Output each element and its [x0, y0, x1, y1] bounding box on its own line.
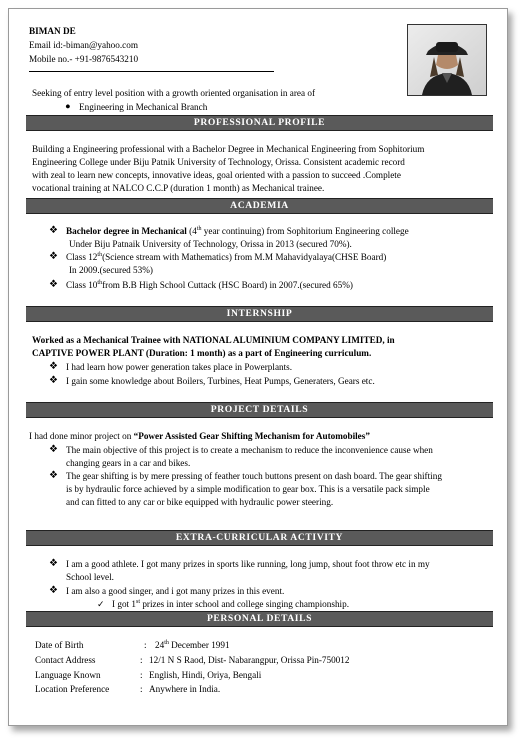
- personal-label: Contact Address: [35, 655, 96, 665]
- extra-subitem: [112, 598, 349, 610]
- project-title: “Power Assisted Gear Shifting Mechanism for Automobiles”: [133, 431, 370, 441]
- colon: :: [144, 640, 147, 650]
- objective-bullet: Engineering in Mechanical Branch: [79, 102, 208, 112]
- profile-line: with zeal to learn new concepts, innovative ideas, goal oriented with a passion to succeed .Complete: [32, 170, 401, 180]
- diamond-bullet-icon: ❖: [49, 375, 58, 386]
- checkmark-icon: ✓: [97, 599, 105, 609]
- diamond-bullet-icon: ❖: [49, 470, 58, 481]
- project-line: is by hydraulic force achieved by a simple modification to gear box. This is a versatile pack simple: [66, 484, 430, 494]
- section-header-internship: INTERNSHIP: [26, 306, 493, 322]
- email-line: Email id:-biman@yahoo.com: [29, 40, 138, 50]
- diamond-bullet-icon: ❖: [49, 225, 58, 236]
- personal-value: Anywhere in India.: [149, 684, 221, 694]
- personal-label: Date of Birth: [35, 640, 84, 650]
- extra-line: I am also a good singer, and i got many prizes in this event.: [66, 586, 285, 596]
- objective-text: Seeking of entry level position with a growth oriented organisation in area of: [32, 88, 316, 98]
- value-text: 24: [155, 640, 165, 650]
- diamond-bullet-icon: ❖: [49, 361, 58, 372]
- profile-line: Building a Engineering professional with a Bachelor Degree in Mechanical Engineering from Sophitorium: [32, 144, 425, 154]
- section-header-personal: PERSONAL DETAILS: [26, 611, 493, 627]
- internship-item: I gain some knowledge about Boilers, Turbines, Heat Pumps, Generaters, Gears etc.: [66, 376, 375, 386]
- superscript: th: [97, 251, 103, 258]
- superscript: th: [196, 225, 202, 232]
- extra-line: I am a good athlete. I got many prizes in sports like running, long jump, shout foot throw etc in my: [66, 559, 430, 569]
- superscript: th: [164, 639, 169, 646]
- resume-page: [8, 8, 508, 726]
- degree-title: Bachelor degree in Mechanical: [66, 226, 187, 236]
- academia-line2: In 2009.(secured 53%): [69, 265, 153, 275]
- section-header-profile: PROFESSIONAL PROFILE: [26, 115, 493, 131]
- academia-text: (4: [186, 226, 197, 236]
- round-bullet-icon: ●: [65, 101, 71, 111]
- superscript: st: [136, 598, 141, 605]
- academia-text: Class 12: [66, 252, 98, 262]
- personal-label: Language Known: [35, 670, 101, 680]
- personal-value: 12/1 N S Raod, Dist- Nabarangpur, Orissa Pin-750012: [149, 655, 350, 665]
- diamond-bullet-icon: ❖: [49, 279, 58, 290]
- colon: :: [140, 684, 143, 694]
- academia-item: [66, 225, 409, 237]
- profile-photo: [407, 24, 487, 96]
- project-line: The gear shifting is by mere pressing of feather touch buttons present on dash board. The gear shifting: [66, 471, 442, 481]
- extra-sub-text: I got 1: [112, 599, 136, 609]
- profile-line: Engineering College under Biju Patnik University of Technology, Orissa. Consistent academic record: [32, 157, 405, 167]
- diamond-bullet-icon: ❖: [49, 444, 58, 455]
- internship-heading: CAPTIVE POWER PLANT (Duration: 1 month) as a part of Engineering curriculum.: [32, 348, 372, 358]
- mobile-line: Mobile no.- +91-9876543210: [29, 54, 139, 64]
- personal-value: [155, 639, 230, 651]
- academia-text: (Science stream with Mathematics) from M.M Mahavidyalaya(CHSE Board): [102, 252, 387, 262]
- candidate-name: BIMAN DE: [29, 26, 76, 36]
- internship-heading: Worked as a Mechanical Trainee with NATIONAL ALUMINIUM COMPANY LIMITED, in: [32, 335, 395, 345]
- academia-item: [66, 279, 353, 291]
- personal-label: Location Preference: [35, 684, 110, 694]
- project-intro: [29, 430, 370, 442]
- academia-text: year continuing) from Sophitorium Engineering college: [201, 226, 409, 236]
- header-underline: [29, 71, 274, 72]
- section-header-extra: EXTRA-CURRICULAR ACTIVITY: [26, 530, 493, 546]
- diamond-bullet-icon: ❖: [49, 585, 58, 596]
- diamond-bullet-icon: ❖: [49, 251, 58, 262]
- profile-line: vocational training at NALCO C.C.P (duration 1 month) as Mechanical trainee.: [32, 183, 325, 193]
- colon: :: [140, 655, 143, 665]
- project-line: The main objective of this project is to create a mechanism to reduce the inconvenience cause when: [66, 445, 433, 455]
- project-line: and can fitted to any car or bike equipped with hydraulic power steering.: [66, 497, 334, 507]
- project-intro-text: I had done minor project on: [29, 431, 134, 441]
- personal-value: English, Hindi, Oriya, Bengali: [149, 670, 262, 680]
- internship-item: I had learn how power generation takes place in Powerplants.: [66, 362, 293, 372]
- academia-line2: Under Biju Patnaik University of Technology, Orissa in 2013 (secured 70%).: [69, 239, 352, 249]
- academia-text: Class 10: [66, 280, 98, 290]
- diamond-bullet-icon: ❖: [49, 558, 58, 569]
- section-header-project: PROJECT DETAILS: [26, 402, 493, 418]
- superscript: th: [97, 279, 103, 286]
- extra-line: School level.: [66, 572, 114, 582]
- extra-sub-text: prizes in inter school and college singing championship.: [140, 599, 349, 609]
- colon: :: [140, 670, 143, 680]
- academia-item: [66, 251, 386, 263]
- value-text: December 1991: [168, 640, 230, 650]
- person-photo-icon: [408, 25, 486, 95]
- academia-text: from B.B High School Cuttack (HSC Board) in 2007.(secured 65%): [102, 280, 353, 290]
- project-line: changing gears in a car and bikes.: [66, 458, 191, 468]
- section-header-academia: ACADEMIA: [26, 198, 493, 214]
